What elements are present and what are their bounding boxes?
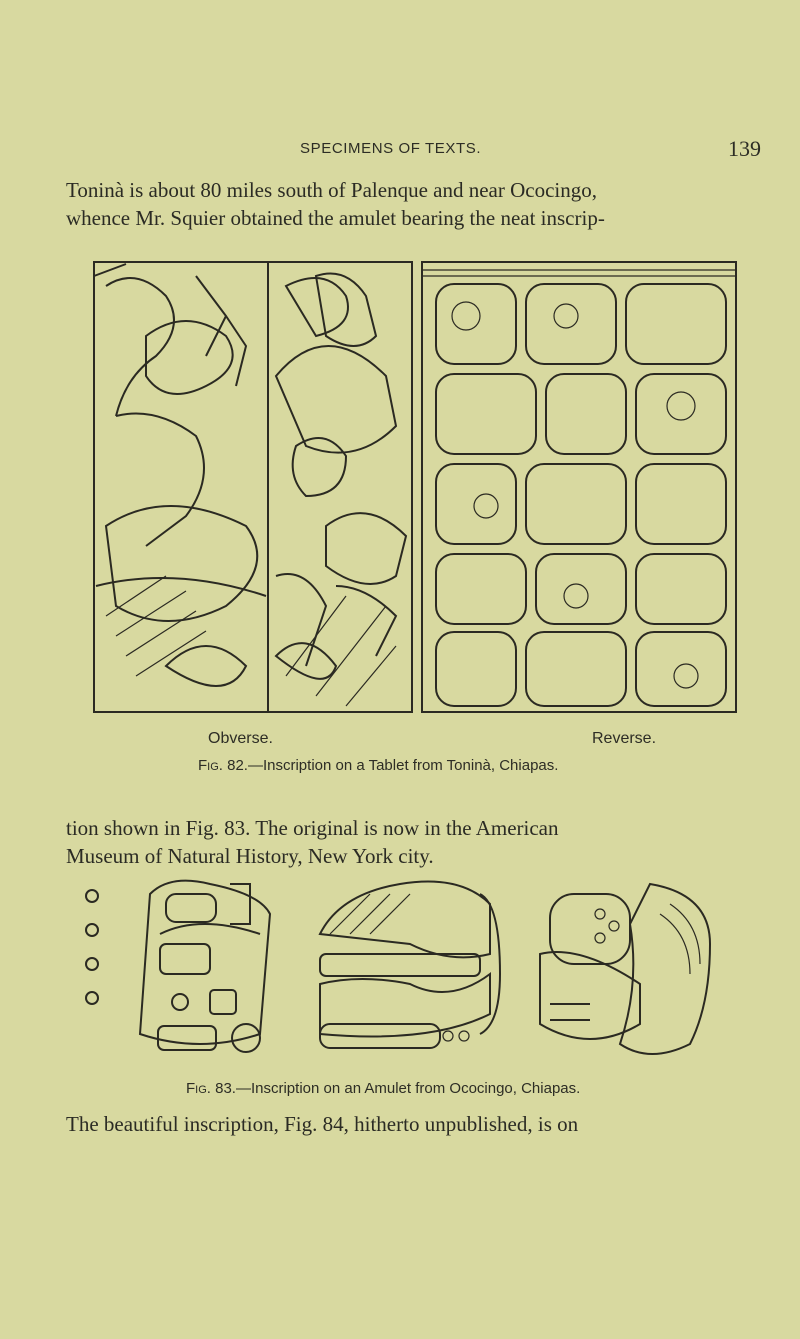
paragraph-2-line-2: Museum of Natural History, New York city. bbox=[66, 844, 434, 868]
paragraph-3-line-1: The beautiful inscription, Fig. 84, hitherto unpublished, is on bbox=[66, 1112, 579, 1136]
figure-83-caption-label: Fig. 83. bbox=[186, 1080, 236, 1097]
paragraph-1-line-1: Toninà is about 80 miles south of Palenque and near Ococingo, bbox=[66, 178, 597, 202]
figure-82-caption bbox=[198, 757, 558, 774]
amulet-glyph-left bbox=[86, 881, 270, 1052]
amulet-glyph-middle bbox=[320, 882, 500, 1049]
label-reverse: Reverse. bbox=[592, 730, 657, 747]
reverse-panel bbox=[422, 262, 736, 712]
obverse-panel bbox=[94, 262, 412, 712]
figure-82-caption-text: —Inscription on a Tablet from Toninà, Chiapas. bbox=[247, 757, 559, 774]
running-head: SPECIMENS OF TEXTS. bbox=[300, 140, 482, 157]
page-number: 139 bbox=[728, 136, 761, 161]
paragraph-2-line-1: tion shown in Fig. 83. The original is now in the American bbox=[66, 816, 559, 840]
page-header bbox=[0, 136, 800, 170]
paragraph-1 bbox=[66, 176, 756, 232]
figure-82-caption-label: Fig. 82. bbox=[198, 757, 248, 774]
paragraph-3 bbox=[66, 1110, 756, 1138]
figure-82-inscription-drawing bbox=[86, 256, 738, 720]
figure-83-caption bbox=[186, 1080, 580, 1097]
label-obverse: Obverse. bbox=[208, 730, 273, 747]
paragraph-1-line-2: whence Mr. Squier obtained the amulet bearing the neat inscrip- bbox=[66, 206, 605, 230]
paragraph-2 bbox=[66, 814, 756, 870]
figure-83-caption-text: —Inscription on an Amulet from Ococingo, Chiapas. bbox=[235, 1080, 581, 1097]
figure-83-amulet-drawing bbox=[80, 874, 740, 1064]
amulet-glyph-right bbox=[540, 884, 710, 1054]
